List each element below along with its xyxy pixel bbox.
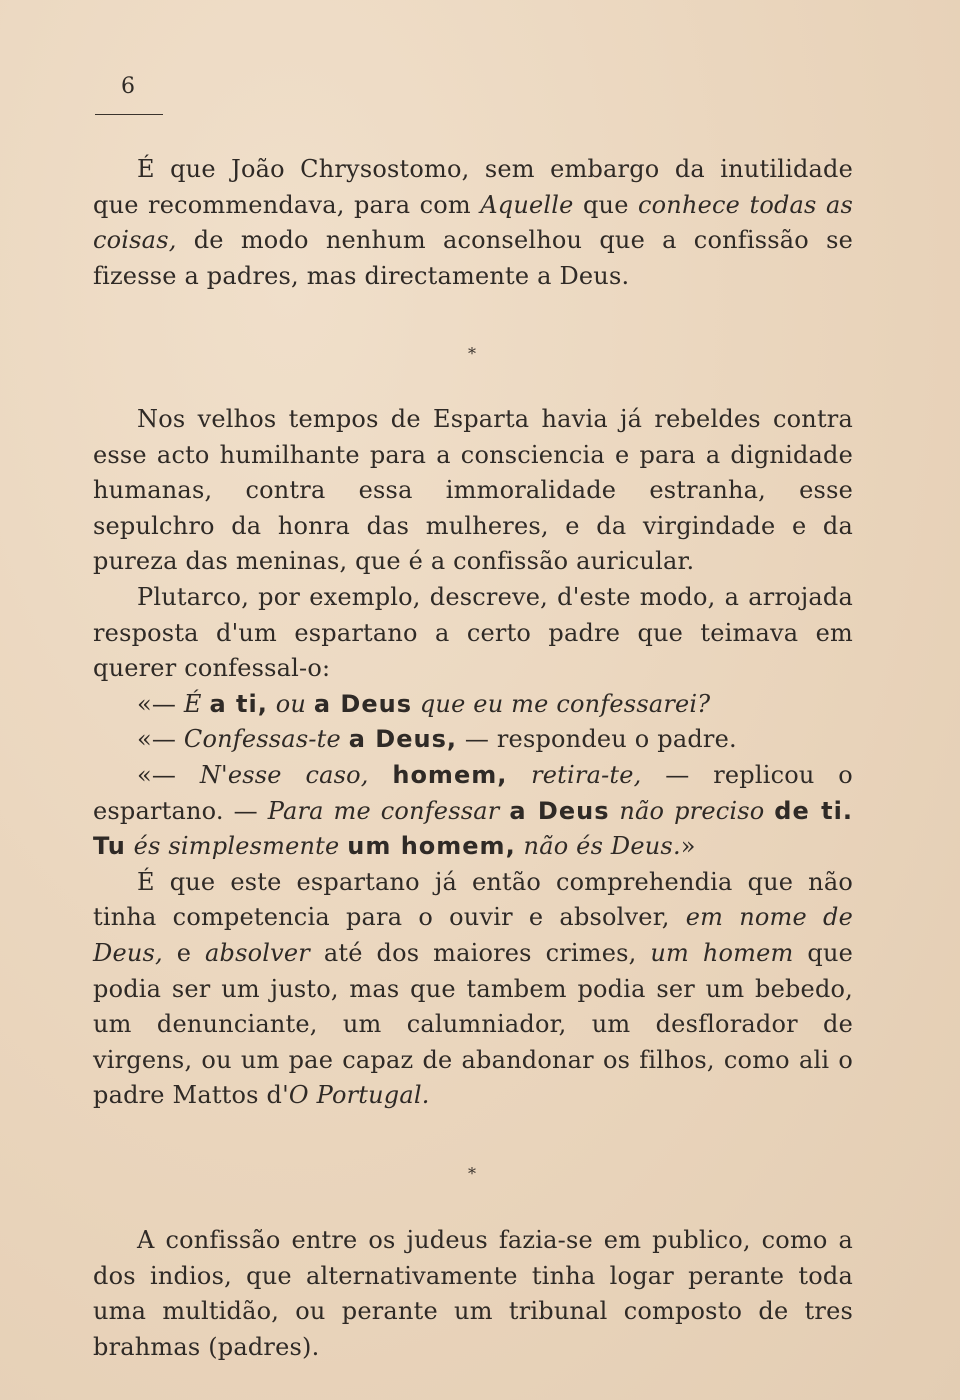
bold-run: de ti. Tu	[93, 796, 853, 861]
text-run: que podia ser um justo, mas que tambem podia ser um bebedo, um denunciante, um calumniador, um desflorador de virgens, ou um pae capaz de abandonar os filhos, como ali o padre Mattos d'	[93, 938, 854, 1110]
italic-run: ou	[275, 689, 307, 718]
bold-run: a Deus	[509, 796, 610, 825]
paragraph-judeus: A confissão entre os judeus fazia-se em publico, como a dos indios, que alternativamente tinha logar perante toda uma multidão, ou perante um tribunal composto de tres brahmas (padres).	[93, 1226, 853, 1361]
italic-run: retira-te,	[531, 760, 642, 789]
text-run: e	[162, 938, 206, 967]
italic-run: Confessas-te	[183, 725, 341, 754]
paragraph-text	[93, 152, 853, 294]
bold-run: a Deus,	[348, 725, 457, 754]
asterism-1: *	[468, 344, 476, 363]
italic-run: Para me confessar	[267, 796, 500, 825]
italic-run: conhece todas as coisas,	[93, 190, 853, 255]
italic-run: O Portugal.	[288, 1081, 430, 1110]
paragraph-plutarco: Plutarco, por exemplo, descreve, d'este modo, a arrojada resposta d'um espartano a certo padre que teimava em querer confessal-o:	[93, 582, 853, 683]
text-run: — replicou o espartano. —	[93, 760, 853, 825]
bold-run: a ti,	[209, 689, 268, 718]
section-judeus	[93, 1223, 853, 1365]
text-run: até dos maiores crimes,	[309, 938, 651, 967]
bold-run: a Deus	[313, 689, 412, 718]
italic-run: em nome de Deus,	[93, 903, 853, 967]
italic-run: um homem	[650, 938, 794, 967]
page-number: 6	[121, 74, 135, 99]
text-run: É que este espartano já então comprehendia que não tinha competencia para o ouvir e absolver,	[93, 867, 853, 932]
quote-open: «—	[137, 760, 200, 789]
italic-run: É	[183, 689, 202, 718]
bold-run: um homem,	[347, 832, 516, 861]
italic-run: que eu me confessarei?	[419, 689, 711, 718]
dialog-line-1	[93, 687, 853, 723]
bold-run: homem,	[392, 760, 508, 789]
text-run: que	[573, 190, 639, 219]
text-run: — respondeu o padre.	[464, 725, 737, 754]
paragraph-esparta: Nos velhos tempos de Esparta havia já rebeldes contra esse acto humilhante para a consciencia e para a dignidade humanas, contra essa immoralidade estranha, esse sepulchro da honra das mulheres, e da virgindade e da pureza das meninas, que é a confissão auricular.	[93, 405, 853, 576]
text-run: de modo nenhum aconselhou que a confissão se fizesse a padres, mas directamente a Deus.	[93, 226, 853, 290]
italic-run: N'esse caso,	[199, 760, 369, 789]
paragraph-chrysostomo	[93, 152, 853, 294]
page-number-rule	[95, 114, 163, 115]
quote-close: »	[680, 832, 696, 861]
asterism-2: *	[468, 1164, 476, 1183]
italic-run: és simplesmente	[133, 832, 340, 861]
quote-open: «—	[137, 689, 184, 718]
dialog-line-2	[93, 722, 853, 758]
dialog-line-3	[93, 758, 853, 865]
paragraph-espartano	[93, 865, 853, 1114]
italic-run: não és Deus.	[523, 832, 681, 861]
quote-open: «—	[137, 725, 184, 754]
italic-run: não preciso	[619, 796, 765, 825]
section-esparta	[93, 402, 853, 1114]
italic-run: absolver	[205, 938, 310, 967]
italic-run: Aquelle	[480, 190, 574, 219]
text-run: É que João Chrysostomo, sem embargo da inutilidade que recommendava, para com	[93, 155, 853, 219]
